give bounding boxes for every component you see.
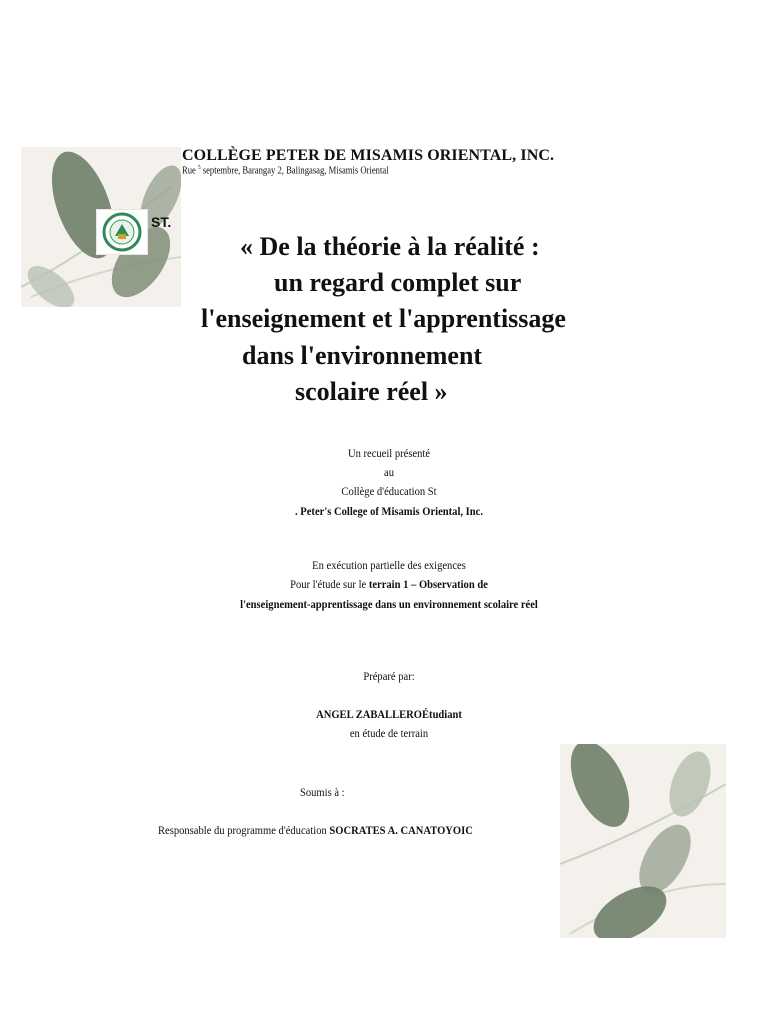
submitted-label: Soumis à : — [300, 785, 345, 799]
presented-line-3: Collège d'éducation St — [341, 484, 437, 498]
seal-text: ST. — [151, 214, 172, 230]
submitted-line — [158, 821, 473, 840]
title-line-2: un regard complet sur — [274, 268, 522, 297]
address-sup: 5 — [198, 165, 201, 171]
college-name: COLLÈGE PETER DE MISAMIS ORIENTAL, INC. — [182, 147, 555, 164]
college-seal — [96, 209, 148, 255]
address-prefix: Rue — [182, 165, 196, 177]
prepared-name-line — [47, 705, 732, 724]
fulfillment-field: terrain 1 – Observation de — [368, 577, 488, 591]
fulfillment-line-2 — [47, 575, 732, 594]
prepared-name: ANGEL ZABALLEROÉtudiant — [316, 707, 462, 721]
presented-line-4 — [47, 502, 732, 521]
title-line-1: « De la théorie à la réalité : — [240, 232, 540, 261]
title-line-3: l'enseignement et l'apprentissage — [201, 304, 566, 333]
leaf-decoration-bottom — [560, 744, 726, 938]
leaf-icon — [560, 744, 726, 938]
prepared-role: en étude de terrain — [349, 726, 429, 740]
title-line-5: scolaire réel » — [295, 377, 448, 406]
submitted-role: Responsable du programme d'éducation — [158, 823, 327, 837]
submitted-name: SOCRATES A. CANATOYOIC — [329, 823, 473, 837]
college-address — [182, 165, 389, 176]
prepared-label: Préparé par: — [363, 669, 415, 683]
fulfillment-topic: l'enseignement-apprentissage dans un environnement scolaire réel — [240, 597, 538, 611]
presented-line-2: au — [384, 465, 394, 479]
title-line-4: dans l'environnement — [242, 341, 483, 370]
fulfillment-line-1: En exécution partielle des exigences — [312, 558, 466, 572]
presented-college: . Peter's College of Misamis Oriental, Inc. — [295, 504, 483, 518]
fulfillment-prefix: Pour l'étude sur le — [290, 577, 367, 591]
address-rest: septembre, Barangay 2, Balingasag, Misamis Oriental — [202, 165, 389, 177]
presented-line-1: Un recueil présenté — [347, 446, 431, 460]
seal-icon — [97, 210, 147, 254]
fulfillment-line-3 — [47, 595, 732, 614]
